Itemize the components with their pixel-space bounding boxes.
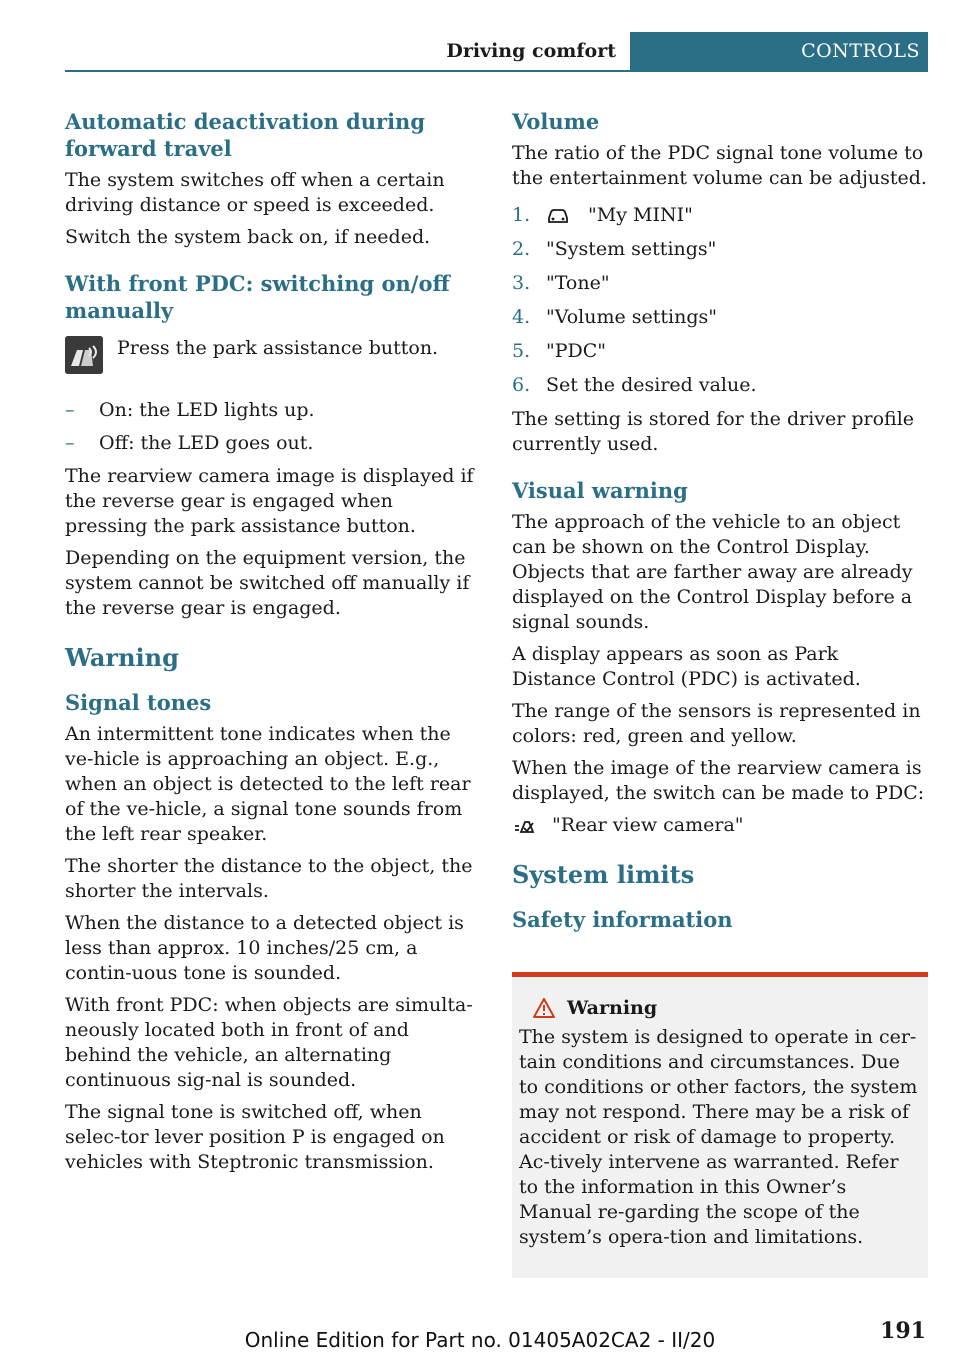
- rear-camera-text: The rearview camera image is displayed if the reverse gear is engaged when pressing the park assistance button.: [65, 465, 474, 537]
- rear-view-camera-row: [512, 813, 928, 838]
- page-footer: [0, 1318, 960, 1358]
- left-column: [65, 108, 480, 1182]
- page-number: 191: [880, 1318, 926, 1344]
- list-item: 5. "PDC": [512, 340, 607, 362]
- signal-text-3: When the distance to a detected object is less than approx. 10 inches/25 cm, a contin‐uous tone is sounded.: [65, 912, 464, 984]
- header-chapter-tab: CONTROLS: [630, 32, 928, 70]
- list-item: – Off: the LED goes out.: [65, 432, 314, 454]
- park-assist-button-icon: [65, 336, 103, 374]
- visual-text-4: When the image of the rearview camera is displayed, the switch can be made to PDC:: [512, 757, 925, 804]
- stored-setting-text: The setting is stored for the driver profile currently used.: [512, 408, 915, 455]
- rear-view-camera-label: "Rear view camera": [552, 814, 744, 836]
- list-item: 4. "Volume settings": [512, 306, 717, 328]
- switch-back-text: Switch the system back on, if needed.: [65, 226, 431, 248]
- warning-box-title: Warning: [519, 997, 920, 1019]
- volume-text: The ratio of the PDC signal tone volume to the entertainment volume can be adjusted.: [512, 142, 927, 189]
- auto-deactivation-text: The system switches off when a certain driving distance or speed is exceeded.: [65, 169, 445, 216]
- signal-text-1: An intermittent tone indicates when the ve‐hicle is approaching an object. E.g., when an object is detected to the left rear of the ve‐hicle, a signal tone sounds from the left rear speaker.: [65, 723, 471, 845]
- visual-text-3: The range of the sensors is represented in colors: red, green and yellow.: [512, 700, 921, 747]
- warning-triangle-icon: [533, 998, 555, 1018]
- signal-text-2: The shorter the distance to the object, the shorter the intervals.: [65, 855, 473, 902]
- list-item: 1. "My MINI": [512, 204, 693, 226]
- front-pdc-heading: With front PDC: switching on/off manually: [65, 271, 450, 323]
- page-header: [65, 32, 928, 72]
- visual-text-1: The approach of the vehicle to an object can be shown on the Control Display. Objects that are farther away are already displayed on the Control Display before a signal sounds.: [512, 511, 913, 633]
- right-column: [512, 108, 928, 939]
- volume-heading: Volume: [512, 109, 600, 134]
- warning-heading: Warning: [65, 643, 179, 672]
- auto-deactivation-heading: Automatic deactivation during forward travel: [65, 109, 426, 161]
- list-item: 6. Set the desired value.: [512, 374, 757, 396]
- volume-steps-list: [512, 203, 928, 398]
- equipment-text: Depending on the equipment version, the system cannot be switched off manually if the reverse gear is engaged.: [65, 547, 470, 619]
- signal-tones-heading: Signal tones: [65, 690, 212, 715]
- warning-box: [512, 972, 928, 1278]
- signal-text-5: The signal tone is switched off, when selec‐tor lever position P is engaged on vehicles with Steptronic transmission.: [65, 1101, 445, 1173]
- visual-text-2: A display appears as soon as Park Distance Control (PDC) is activated.: [512, 643, 861, 690]
- safety-information-heading: Safety information: [512, 907, 733, 932]
- warning-box-text: The system is designed to operate in cer‐tain conditions and circumstances. Due to conditions or other factors, the system may not respond. There may be a risk of accident or risk of damage to property. Ac‐tively intervene as warranted. Refer to the information in this Owner’s Manual re‐garding the scope of the system’s opera‐tion and limitations.: [519, 1026, 918, 1248]
- system-limits-heading: System limits: [512, 860, 695, 889]
- edition-text: Online Edition for Part no. 01405A02CA2 - II/20: [244, 1328, 716, 1352]
- visual-warning-heading: Visual warning: [512, 478, 688, 503]
- list-item: 3. "Tone": [512, 272, 610, 294]
- rear-camera-icon: [512, 818, 536, 834]
- car-icon: [546, 208, 570, 224]
- list-item: 2. "System settings": [512, 238, 717, 260]
- led-status-list: [65, 398, 480, 456]
- press-button-text: Press the park assistance button.: [117, 337, 439, 359]
- header-section-title: Driving comfort: [446, 40, 616, 62]
- signal-text-4: With front PDC: when objects are simulta‐neously located both in front of and behind the vehicle, an alternating continuous sig‐nal is sounded.: [65, 994, 473, 1091]
- list-item: – On: the LED lights up.: [65, 399, 315, 421]
- press-button-row: [65, 336, 480, 374]
